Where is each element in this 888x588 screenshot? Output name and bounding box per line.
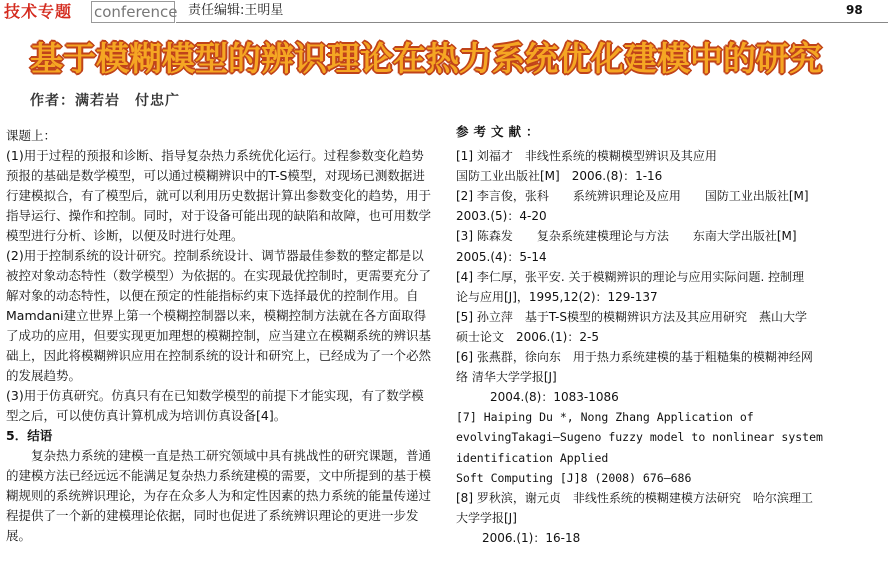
conference-label: conference (91, 1, 175, 23)
editor-credit: 责任编辑:王明星 (188, 3, 284, 18)
reference-line: 2005.(4)：5-14 (456, 249, 547, 264)
reference-line: 2003.(5)：4-20 (456, 209, 547, 224)
paragraph-item-1: (1)用于过程的预报和诊断、指导复杂热力系统优化运行。过程参数变化趋势预报的基础是数学模型，可以通过模糊辨识中的T-S模型，对现场已测数据进行建模拟合，有了模型后，就可以利用历史数据计算出参数变化的趋势，用于指导运行、操作和控制。同时，对于设备可能出现的缺陷和故障，也可用数学模型进行分析、诊断，以便及时进行处理。 (6, 148, 432, 243)
reference-line: 络 清华大学学报[J] (456, 370, 557, 385)
section-heading-conclusion: 5．结语 (6, 428, 53, 443)
reference-line: 2006.(1)：16-18 (482, 530, 581, 545)
page-header (0, 0, 888, 24)
reference-line: [1] 刘福才 非线性系统的模糊模型辨识及其应用 (456, 149, 717, 164)
reference-line: Soft Computing [J]8 (2008) 676–686 (456, 470, 692, 485)
reference-line: evolvingTakagi–Sugeno fuzzy model to nonlinear system (456, 430, 823, 445)
reference-line: identification Applied (456, 450, 609, 465)
reference-line: [2] 李言俊，张科 系统辨识理论及应用 国防工业出版社[M] (456, 189, 809, 204)
reference-line: 硕士论文 2006.(1)：2-5 (456, 329, 599, 344)
article-authors: 作者：满若岩 付忠广 (30, 93, 180, 109)
paragraph-conclusion: 复杂热力系统的建模一直是热工研究领域中具有挑战性的研究课题，普通的建模方法已经远远不能满足复杂热力系统建模的需要，文中所提到的基于模糊规则的系统辨识理论，为存在众多人为和定性因素的热力系统的能量传递过程提供了一个新的建模理论依据，同时也促进了系统辨识理论的更进一步发展。 (6, 448, 432, 543)
reference-line: 论与应用[J]，1995,12(2)：129-137 (456, 289, 658, 304)
paragraph-item-3: (3)用于仿真研究。仿真只有在已知数学模型的前提下才能实现，有了数学模型之后，可以使仿真计算机成为培训仿真设备[4]。 (6, 388, 424, 423)
reference-line: [3] 陈森发 复杂系统建模理论与方法 东南大学出版社[M] (456, 229, 797, 244)
reference-line: 2004.(8)：1083-1086 (490, 390, 619, 405)
reference-line: [8] 罗秋滨，谢元贞 非线性系统的模糊建模方法研究 哈尔滨理工 (456, 490, 813, 505)
reference-line: [7] Haiping Du *, Nong Zhang Application of (456, 410, 754, 425)
reference-line: [5] 孙立萍 基于T-S模型的模糊辨识方法及其应用研究 燕山大学 (456, 309, 807, 324)
article-title: 基于模糊模型的辨识理论在热力系统优化建模中的研究 (30, 39, 822, 78)
page-number: 98 (846, 3, 863, 17)
paragraph-item-2: (2)用于控制系统的设计研究。控制系统设计、调节器最佳参数的整定都是以被控对象动态特性（数学模型）为依据的。在实现最优控制时，更需要充分了解对象的动态特性，以便在预定的性能指标约束下选择最优的控制作用。自Mamdani建立世界上第一个模糊控制器以来，模糊控制方法就在各方面取得了成功的应用，但要实现更加理想的模糊控制，应当建立在模糊系统的辨识基础上，因此将模糊辨识应用在控制系统的设计和研究上，已经成为了一个必然的发展趋势。 (6, 248, 432, 383)
references-heading: 参考文献： (456, 124, 544, 139)
reference-line: [4] 李仁厚，张平安. 关于模糊辨识的理论与应用实际问题. 控制理 (456, 269, 805, 284)
paragraph-intro: 课题上： (6, 128, 57, 143)
header-rule (176, 22, 888, 23)
section-badge: 技术专题 (4, 2, 73, 21)
left-column (6, 126, 436, 546)
reference-line: 大学学报[J] (456, 510, 517, 525)
references-column (456, 122, 884, 548)
reference-line: 国防工业出版社[M] 2006.(8)：1-16 (456, 169, 663, 184)
reference-line: [6] 张燕群，徐向东 用于热力系统建模的基于粗糙集的模糊神经网 (456, 350, 813, 365)
